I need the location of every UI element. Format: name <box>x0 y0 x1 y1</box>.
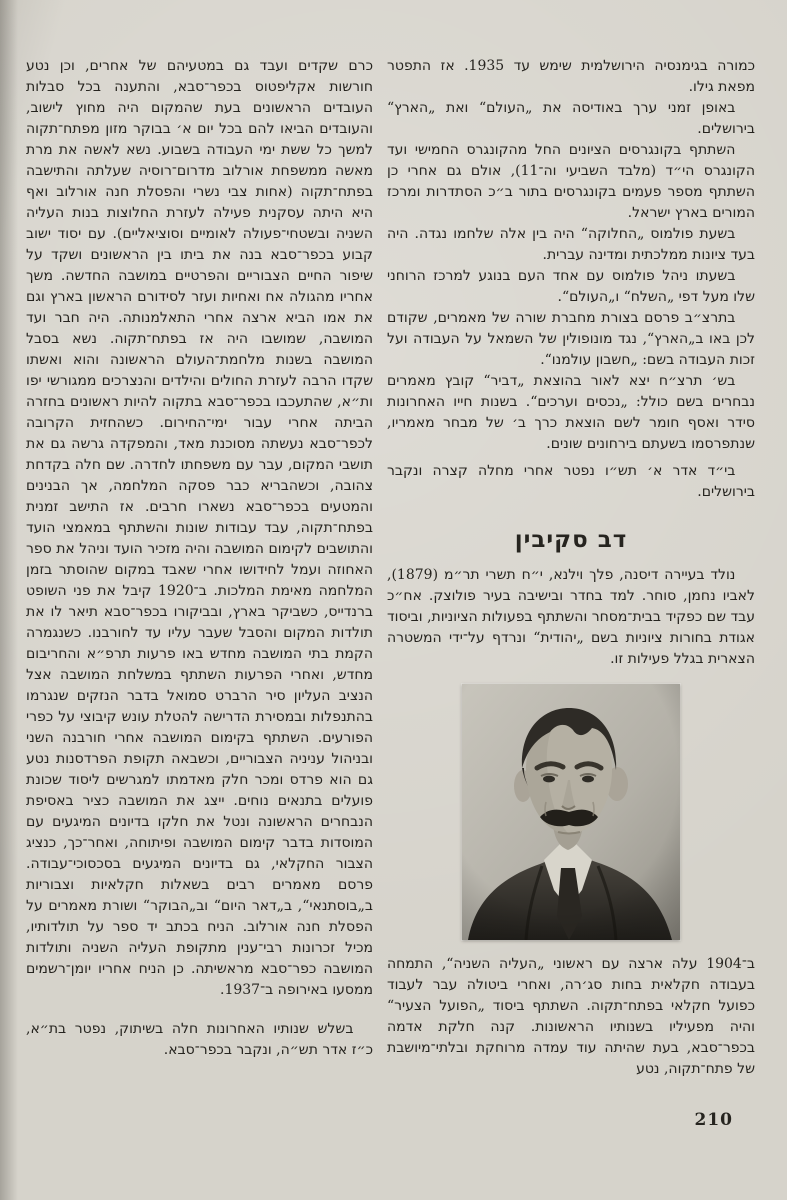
portrait-photo <box>462 684 680 940</box>
paragraph: בשעתו ניהל פולמוס עם אחד העם בנוגע למרכז הרוחני שלו מעל דפי „השלח“ ו„העולם“. <box>387 268 755 305</box>
continued-paragraph: כמורה בגימנסיה הירושלמית שימש עד 1935. אז התפטר מפאת גילו. <box>387 58 755 95</box>
paragraph: באופן זמני ערך באודיסה את „העולם“ ואת „הארץ“ בירושלים. <box>387 100 755 137</box>
portrait-image <box>462 684 680 940</box>
right-column <box>387 56 755 1080</box>
continued-paragraph: כרם שקדים ועבד גם במטעיהם של אחרים, וכן נטע חורשות אקליפטוס בכפר־סבא, והתענה בכל סבלות העובדים הראשונים בעת שהמקום היה מחוץ לישוב, והעובדים הביאו להם בכל יום א׳ בבוקר מזון מפתח־תקוה למשך כל ששת ימי העבודה בשבוע. נשא לאשה את מרת מאשה ממשפחת אורלוב מדרום־רוסיה שעלתה והתישבה בפתח־תקוה (אחות צבי נשרי והפסלת חנה אורלוב ואף היא היתה עסקנית פעילה לעזרת החלוצות בנות העליה השניה ובשטחי־פעולה לאומיים וסוציאליים). עם יסוד ישוב קבוע בכפר־סבא בנה את ביתו בין הראשונים ושקד על שיפור החיים הצבוריים והפרטיים במושבה החדשה. משך אחריו מהגולה אח ואחיות ועזר לסידורם הראשון בארץ וגם את אמו הביא ארצה אחרי התאלמנותה. היה חבר ועד המושבה, שמושבו היה אז בפתח־תקוה. נשא בסבל המושבה בשנות מלחמת־העולם הראשונה והוא ואשתו שקדו הרבה לעזרת החולים והילדים והנצרכים ממגורשי יפו ות״א, שהתעכבו בכפר־סבא בתקוה להיות ראשונים בחזרה הביתה אחרי עבור ימי־החירום. כשהחזית הקרובה לכפר־סבא נעשתה מסוכנת מאד, והמפקדה גרשה גם את תושבי המקום, עבר עם משפחתו לחדרה. שם חלה בקדחת צהובה, וכשהבריא כבר פסקה המלחמה, אך הבנינים והמטעים בכפר־סבא נשארו חרבים. אז התישב זמנית בפתח־תקוה, עבד עבודות שונות והשתתף במאמצי הועד והתושבים לקימום המושבה והיה מזכיר הועד וניהל את ספר האחוזה ועמל לחידושו אחרי שאבד במקום שהוסתר בזמן המלחמה מאימת המלכות. ב־1920 קיבל את פני השופט ברנדייס, כשביקר בארץ, ובביקורו בכפר־סבא תיאר לו את תולדות המקום והסבל שעבר עליו עד לחורבנו. כשנגמרה הקמת בתי המושבה מחדש באו פרעות תרפ״א והחריבום מחדש, ואחרי הפרעות השתתף במשלחת המושבה אצל הנציב העליון סיר הרברט סמואל בדבר הנזקים שנגרמו בהתנפלות ובמסירת הדרישה להטלת עונש קיבוצי על כפרי הפורעים. השתתף בקימום המושבה אחרי חורבנה השני ובניהול עניניה הצבוריים, וכשבאה תקופת הפרדסנות נטע גם הוא פרדס ומכר חלק מאדמתו למגרשים ליסוד שכונת פועלים בתנאים נוחים. ייצג את המושבה כציר באסיפת הנבחרים הראשונה ונטל את חלקו בדיונים המיגעים עם המוסדות בדבר קימום המושבה ופיתוחה, ואחר־כך, כנציג הצבור החקלאי, גם בדיונים המיגעים בסכסוכי־עבודה. פרסם מאמרים רבים בשאלות חקלאיות וצבוריות ב„בוסתנאי“, ב„דאר היום“ וב„הבוקר“ ושורת מאמרים על הפסלת חנה אורלוב. הניח בכתב יד ספר על תולדותיו, מכיל זכרונות רבי־ענין מתקופת העליה השניה ותולדות המושבה כפר־סבא מראשיתה. כן הניח אחריו יומן־רשמים ממסעו באירופה ב־1937. <box>26 58 373 998</box>
paragraph: השתתף בקונגרסים הציונים החל מהקונגרס החמישי ועד הקונגרס הי״ד (מלבד השביעי וה־11), אולם גם אחרי כן השתתף מספר פעמים בקונגרסים בתור ב״כ הסתדרות ומרכז המורים בארץ ישראל. <box>387 142 755 221</box>
left-column <box>26 56 373 1080</box>
paragraph: בשעת פולמוס „החלוקה“ היה בין אלה שלחמו נגדה. היה בעד ציונות ממלכתית ומדינה עברית. <box>387 226 755 263</box>
paragraph: בש׳ תרצ״ח יצא לאור בהוצאת „דביר“ קובץ מאמרים נבחרים בשם כולל: „נכסים וערכים“. בשנות חייו האחרונות סידר ואסף חומר לשם הוצאת כרך ב׳ של מבחר מאמריו, שנתפרסמו בשעתם בירחונים שונים. <box>387 373 755 452</box>
paragraph: בתרצ״ב פרסם בצורת מחברת שורה של מאמרים, שקודם לכן באו ב„הארץ“, נגד מונופולין של השמאל על העבודה ועל זכות העבודה בשם: „חשבון עולמנו“. <box>387 310 755 368</box>
entry-heading: דב סקיבין <box>514 526 628 553</box>
page-number: 210 <box>694 1110 733 1130</box>
entry-intro-paragraph: נולד בעיירה דיסנה, פלך וילנא, י״ח תשרי תר״מ (1879), לאביו נחמן, סוחר. למד בחדר ובישיבה בעיר פולוצק. אח״כ עבד שם כפקיד בבית־מסחר והשתתף בפעולות הציוניות, וביסוד אגודת בחורות ציוניות בשם „יהודית“ ונרדף על־ידי המשטרה הצארית בגלל פעילות זו. <box>387 567 755 667</box>
paragraph: בי״ד אדר א׳ תש״ו נפטר אחרי מחלה קצרה ונקבר בירושלים. <box>387 463 755 500</box>
final-paragraph: בשלש שנותיו האחרונות חלה בשיתוק, נפטר בת״א, כ״ז אדר תש״ה, ונקבר בכפר־סבא. <box>26 1021 373 1058</box>
paragraph-after-photo: ב־1904 עלה ארצה עם ראשוני „העליה השניה“, התמחה בעבודה חקלאית בחות סג׳רה, ואחרי ביטולה עבר לעבוד כפועל חקלאי בפתח־תקוה. השתתף ביסוד „הפועל הצעיר“ והיה מפעיליו בשנותיו הראשונות. קנה חלקת אדמה בכפר־סבא, בעת שהיתה עוד עמדה מרוחקת ובלתי־מיושבת של פתח־תקוה, נטע <box>387 956 755 1077</box>
text-columns <box>26 56 755 1080</box>
